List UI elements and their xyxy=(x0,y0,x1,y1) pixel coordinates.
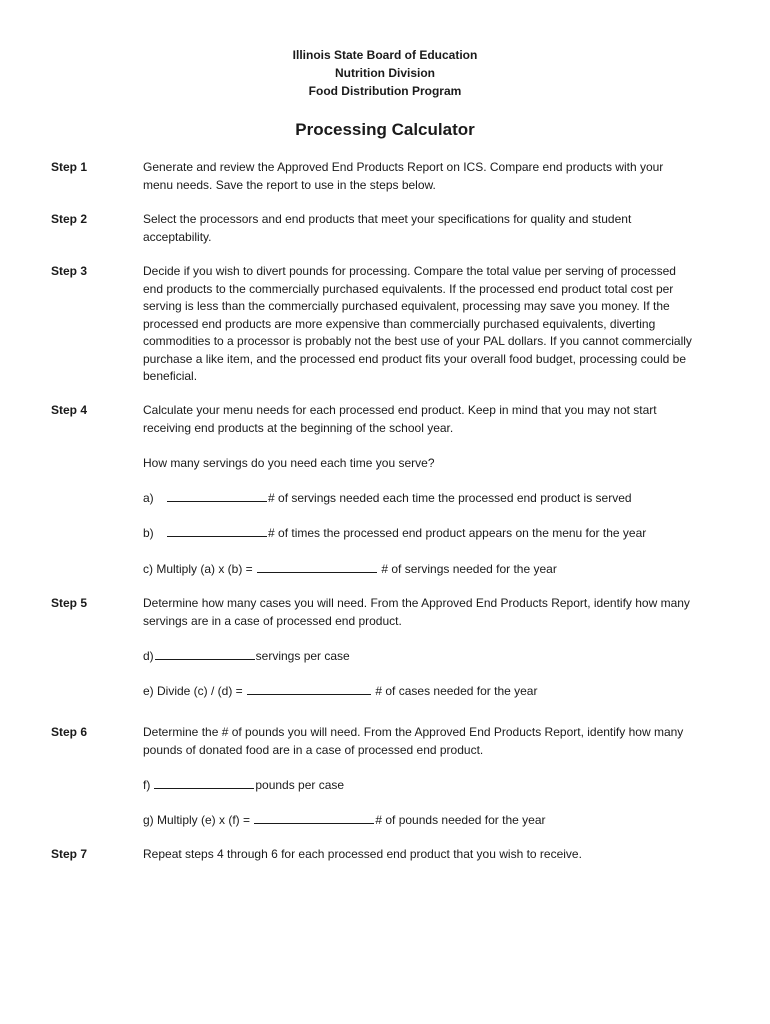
line-c-suffix: # of servings needed for the year xyxy=(381,562,557,576)
line-b-prefix: b) xyxy=(143,526,154,540)
line-e xyxy=(143,682,537,701)
times-on-menu-blank[interactable] xyxy=(167,524,267,537)
step-7-label: Step 7 xyxy=(51,847,88,861)
line-d xyxy=(143,647,350,666)
step-1-text: Generate and review the Approved End Products Report on ICS. Compare end products with your menu needs. Save the report to use in the steps below. xyxy=(143,160,664,192)
step-7-text: Repeat steps 4 through 6 for each processed end product that you wish to receive. xyxy=(143,847,582,861)
header-division: Nutrition Division xyxy=(335,66,435,80)
step-4-label: Step 4 xyxy=(51,403,88,417)
step-3-text: Decide if you wish to divert pounds for processing. Compare the total value per serving of processed end products to the commercially purchased equivalents. If the processed end product total cost per serving is less than the commercially purchased equivalent, processing may save you money. If the processed end products are more expensive than commercially purchased equivalents, diverting commodities to a processor is probably not the best use of your PAL dollars. If you cannot commercially purchase a like item, and the processed end product fits your overall food budget, processing could be beneficial. xyxy=(143,264,692,383)
step-4-question: How many servings do you need each time you serve? xyxy=(143,456,435,470)
line-f-suffix: pounds per case xyxy=(255,778,345,792)
line-f-prefix: f) xyxy=(143,778,151,792)
cases-per-year-blank[interactable] xyxy=(247,682,371,695)
header-organization: Illinois State Board of Education xyxy=(292,48,478,62)
step-2-label: Step 2 xyxy=(51,212,88,226)
line-f xyxy=(143,776,344,795)
line-a-prefix: a) xyxy=(143,491,154,505)
line-g xyxy=(143,811,546,830)
line-e-prefix: e) Divide (c) / (d) = xyxy=(143,684,243,698)
pounds-per-year-blank[interactable] xyxy=(254,811,374,824)
line-b-suffix: # of times the processed end product appears on the menu for the year xyxy=(268,526,647,540)
step-5-text: Determine how many cases you will need. From the Approved End Products Report, identify how many servings are in a case of processed end product. xyxy=(143,596,690,628)
servings-per-serve-blank[interactable] xyxy=(167,489,267,502)
step-5-label: Step 5 xyxy=(51,596,88,610)
servings-per-year-blank[interactable] xyxy=(257,560,377,573)
pounds-per-case-blank[interactable] xyxy=(154,776,254,789)
line-g-suffix: # of pounds needed for the year xyxy=(375,813,546,827)
step-6-label: Step 6 xyxy=(51,725,88,739)
line-c xyxy=(143,560,557,579)
page-title: Processing Calculator xyxy=(295,120,475,139)
step-6-text: Determine the # of pounds you will need. From the Approved End Products Report, identify how many pounds of donated food are in a case of processed end product. xyxy=(143,725,684,757)
step-1-label: Step 1 xyxy=(51,160,88,174)
line-a-suffix: # of servings needed each time the processed end product is served xyxy=(268,491,632,505)
line-a xyxy=(143,489,632,508)
line-c-prefix: c) Multiply (a) x (b) = xyxy=(143,562,253,576)
step-2-text: Select the processors and end products that meet your specifications for quality and student acceptability. xyxy=(143,212,632,244)
line-d-prefix: d) xyxy=(143,649,154,663)
servings-per-case-blank[interactable] xyxy=(155,647,255,660)
step-4-text: Calculate your menu needs for each processed end product. Keep in mind that you may not start receiving end products at the beginning of the school year. xyxy=(143,403,657,435)
line-g-prefix: g) Multiply (e) x (f) = xyxy=(143,813,251,827)
header-program: Food Distribution Program xyxy=(308,84,462,98)
step-3-label: Step 3 xyxy=(51,264,88,278)
line-b xyxy=(143,524,646,543)
line-d-suffix: servings per case xyxy=(255,649,350,663)
line-e-suffix: # of cases needed for the year xyxy=(375,684,538,698)
